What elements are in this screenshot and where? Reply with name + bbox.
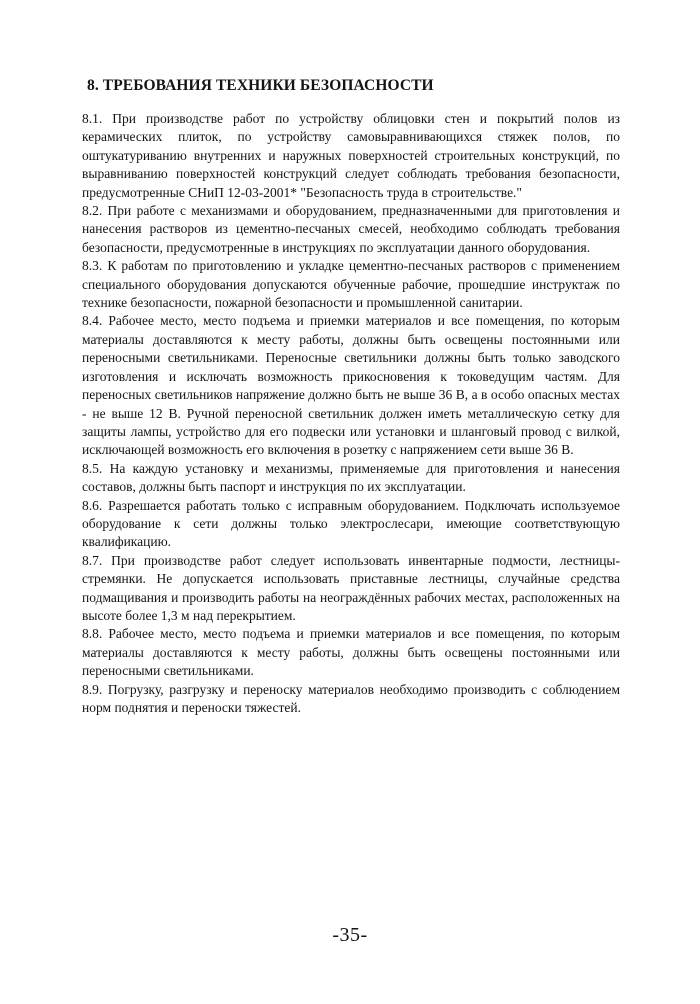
paragraph-8-4: 8.4. Рабочее место, место подъема и приемки материалов и все помещения, по которым материалы доставляются к месту работы, должны быть освещены постоянными или переносными светильниками. Переносные светильники должны быть только заводского изготовления и исключать возможность прикосновения к токоведущим частям. Для переносных светильников напряжение должно быть не выше 36 В, а в особо опасных местах - не выше 12 В. Ручной переносной светильник должен иметь металлическую сетку для защиты лампы, устройство для его подвески или установки и шланговый провод с вилкой, исключающей возможность его включения в розетку с напряжением сети выше 36 В. [82, 313, 620, 458]
paragraph-8-6: 8.6. Разрешается работать только с исправным оборудованием. Подключать используемое оборудование к сети должны только электрослесари, имеющие соответствующую квалификацию. [82, 497, 620, 550]
paragraph-8-3: 8.3. К работам по приготовлению и укладке цементно-песчаных растворов с применением специального оборудования допускаются обученные рабочие, прошедшие инструктаж по технике безопасности, пожарной безопасности и промышленной санитарии. [82, 258, 620, 311]
paragraph-8-5: 8.5. На каждую установку и механизмы, применяемые для приготовления и нанесения составов, должны быть паспорт и инструкция по их эксплуатации. [82, 460, 620, 495]
paragraph-8-9: 8.9. Погрузку, разгрузку и переноску материалов необходимо производить с соблюдением норм поднятия и переноски тяжестей. [82, 681, 620, 715]
page-number: -35- [332, 924, 368, 946]
paragraph-8-8: 8.8. Рабочее место, место подъема и приемки материалов и все помещения, по которым материалы доставляются к месту работы, должны быть освещены постоянными или переносными светильниками. [82, 626, 620, 679]
paragraph-8-2: 8.2. При работе с механизмами и оборудованием, предназначенными для приготовления и нанесения растворов из цементно-песчаных смесей, необходимо соблюдать требования безопасности, предусмотренные в инструкциях по эксплуатации данного оборудования. [82, 203, 620, 255]
paragraph-8-1: 8.1. При производстве работ по устройству облицовки стен и покрытий полов из керамических плиток, по устройству самовыравнивающихся стяжек полов, по оштукатуриванию внутренних и наружных поверхностей строительных конструкций, по выравниванию поверхностей конструкций следует соблюдать требования безопасности, предусмотренные СНиП 12-03-2001* "Безопасность труда в строительстве." [82, 111, 620, 200]
paragraph-8-7: 8.7. При производстве работ следует использовать инвентарные подмости, лестницы-стремянки. Не допускается использовать приставные лестницы, случайные средства подмащивания и производить работы на неограждённых рабочих местах, расположенных на высоте более 1,3 м над перекрытием. [82, 552, 620, 623]
section-title: 8. ТРЕБОВАНИЯ ТЕХНИКИ БЕЗОПАСНОСТИ [87, 77, 434, 94]
section-body [82, 110, 620, 717]
